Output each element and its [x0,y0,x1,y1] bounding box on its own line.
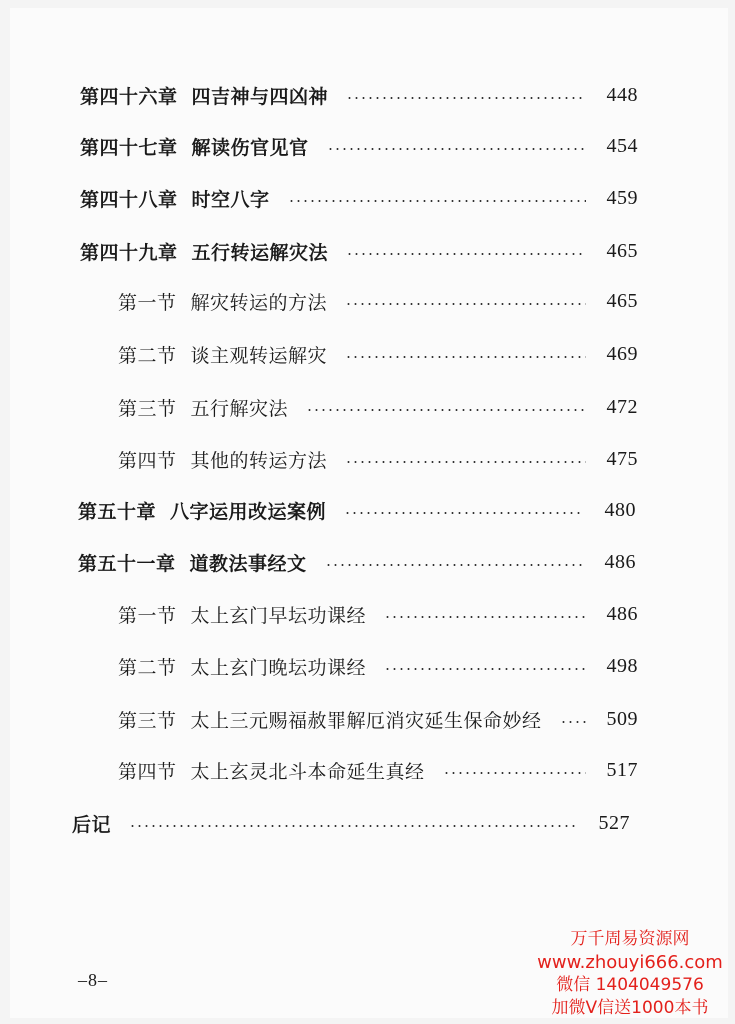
watermark-line-3: 微信 1404049576 [556,975,704,995]
dot-leader [443,772,586,774]
toc-entry [78,547,636,577]
dot-leader [345,356,586,358]
watermark [525,928,735,1020]
toc-entry [80,80,638,110]
toc-entry-page: 465 [606,239,638,262]
toc-entry [80,236,638,266]
toc-entry-title: 八字运用改运案例 [170,500,327,523]
toc-entry-title: 太上玄门晚坛功课经 [190,656,367,679]
toc-entry-page: 459 [606,186,638,209]
toc-entry-number: 第三节 [118,709,177,732]
toc-entry-title: 五行转运解灾法 [191,241,329,264]
toc-entry-number: 第三节 [118,397,177,420]
toc-entry-title: 太上玄门早坛功课经 [190,604,367,627]
toc-entry-page: 517 [606,758,638,781]
toc-entry-title: 后记 [72,813,112,836]
toc-entry [118,651,638,681]
toc-entry [118,339,638,369]
toc-entry-page: 486 [604,550,636,573]
toc-entry-title: 解灾转运的方法 [190,291,328,314]
dot-leader [345,461,586,463]
toc-entry [80,131,638,161]
toc-entry-number: 第四节 [118,449,177,472]
dot-leader [288,200,586,202]
watermark-url: www.zhouyi666.com [537,952,723,973]
toc-entry-number: 第四十九章 [80,241,178,264]
toc-entry [118,286,638,316]
toc-entry-page: 472 [606,395,638,418]
dot-leader [344,512,584,514]
toc-entry-title: 其他的转运方法 [190,449,328,472]
toc-entry-page: 498 [606,654,638,677]
toc-entry-title: 太上三元赐福赦罪解厄消灾延生保命妙经 [190,709,542,732]
toc-entry-title: 时空八字 [191,188,270,211]
toc-entry [118,444,638,474]
toc-entry-title: 太上玄灵北斗本命延生真经 [190,760,425,783]
watermark-line-1: 万千周易资源网 [570,929,690,949]
page-number-footer: –8– [78,970,108,990]
toc-entry-number: 第四十八章 [80,188,178,211]
toc-entry-title: 五行解灾法 [190,397,289,420]
toc-entry [118,599,638,629]
toc-entry [72,808,630,838]
toc-entry-page: 469 [606,342,638,365]
dot-leader [345,303,586,305]
toc-entry-page: 465 [606,289,638,312]
toc-entry [118,392,638,422]
toc-entry [80,183,638,213]
toc-entry-number: 第二节 [118,344,177,367]
dot-leader [384,616,586,618]
toc-entry-page: 454 [606,134,638,157]
toc-entry [78,495,636,525]
toc-entry-number: 第四节 [118,760,177,783]
toc-entry-title: 谈主观转运解灾 [190,344,328,367]
toc-entry-number: 第一节 [118,604,177,627]
toc-entry-page: 486 [606,602,638,625]
toc-entry-page: 475 [606,447,638,470]
dot-leader [129,825,578,827]
toc-entry-page: 480 [604,498,636,521]
dot-leader [346,97,586,99]
dot-leader [560,721,586,723]
watermark-line-4: 加微V信送1000本书 [551,998,709,1018]
toc-entry-number: 第五十一章 [78,552,176,575]
dot-leader [384,668,586,670]
toc-entry-title: 解读伤官见官 [191,136,309,159]
toc-entry-number: 第二节 [118,656,177,679]
toc-entry-title: 四吉神与四凶神 [191,85,329,108]
toc-entry-page: 527 [598,811,630,834]
dot-leader [327,148,586,150]
toc-entry-page: 509 [606,707,638,730]
toc-entry-page: 448 [606,83,638,106]
toc-entry-number: 第一节 [118,291,177,314]
dot-leader [346,253,586,255]
toc-entry-title: 道教法事经文 [189,552,307,575]
toc-entry [118,704,638,734]
toc-entry-number: 第四十七章 [80,136,178,159]
dot-leader [306,409,586,411]
toc-entry-number: 第五十章 [78,500,157,523]
toc-entry-number: 第四十六章 [80,85,178,108]
toc-entry [118,755,638,785]
dot-leader [325,564,584,566]
